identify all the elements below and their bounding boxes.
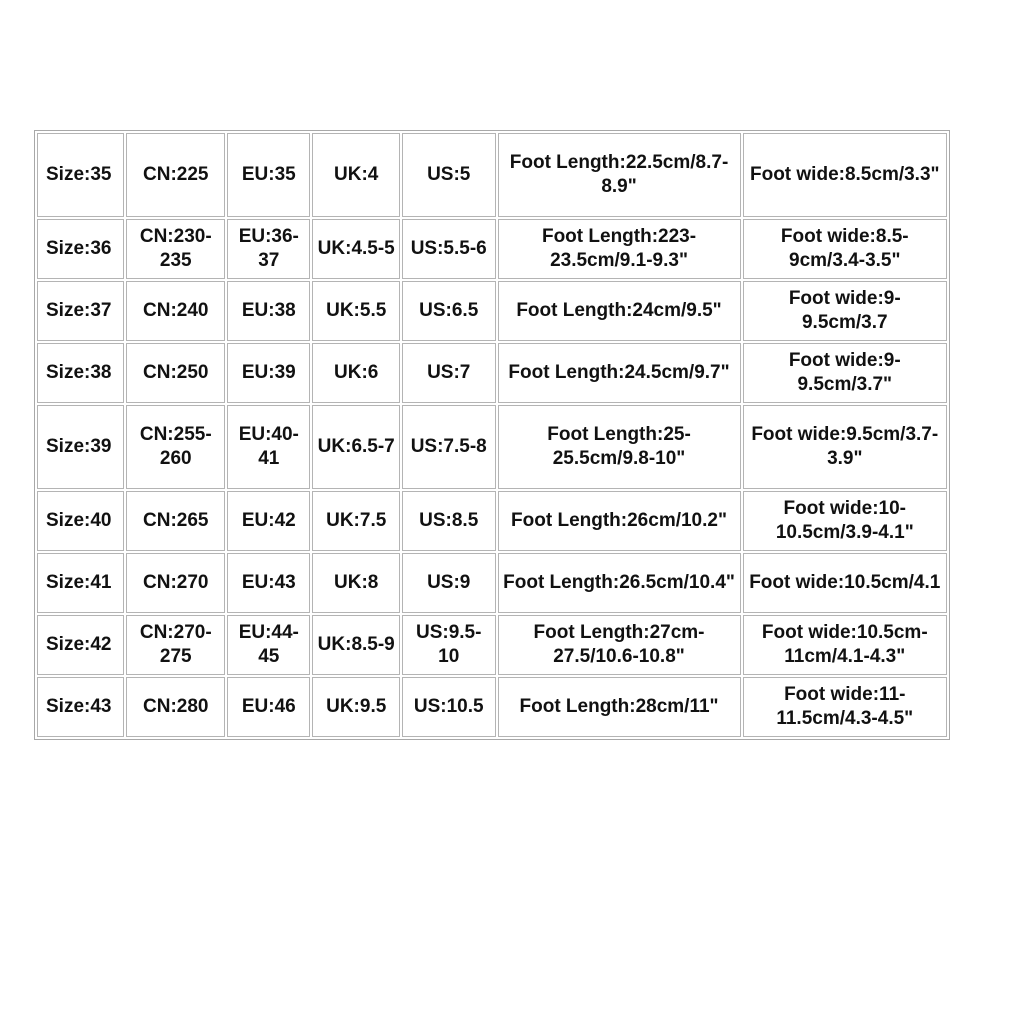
eu-cell: EU:35 — [227, 133, 310, 217]
uk-cell: UK:4 — [312, 133, 399, 217]
us-cell: US:8.5 — [402, 491, 496, 551]
foot-length-cell: Foot Length:22.5cm/8.7-8.9" — [498, 133, 741, 217]
size-chart-body — [37, 133, 947, 737]
size-cell: Size:35 — [37, 133, 124, 217]
size-cell: Size:38 — [37, 343, 124, 403]
foot-wide-cell: Foot wide:10.5cm-11cm/4.1-4.3" — [743, 615, 947, 675]
size-cell: Size:40 — [37, 491, 124, 551]
table-row — [37, 677, 947, 737]
cn-cell: CN:230-235 — [126, 219, 225, 279]
uk-cell: UK:5.5 — [312, 281, 399, 341]
cn-cell: CN:265 — [126, 491, 225, 551]
uk-cell: UK:6.5-7 — [312, 405, 399, 489]
cn-cell: CN:255-260 — [126, 405, 225, 489]
size-cell: Size:39 — [37, 405, 124, 489]
foot-wide-cell: Foot wide:10-10.5cm/3.9-4.1" — [743, 491, 947, 551]
foot-length-cell: Foot Length:26.5cm/10.4" — [498, 553, 741, 613]
size-cell: Size:37 — [37, 281, 124, 341]
uk-cell: UK:8 — [312, 553, 399, 613]
table-row — [37, 491, 947, 551]
foot-length-cell: Foot Length:28cm/11" — [498, 677, 741, 737]
table-row — [37, 281, 947, 341]
us-cell: US:7 — [402, 343, 496, 403]
size-cell: Size:36 — [37, 219, 124, 279]
us-cell: US:10.5 — [402, 677, 496, 737]
foot-wide-cell: Foot wide:8.5-9cm/3.4-3.5" — [743, 219, 947, 279]
us-cell: US:5.5-6 — [402, 219, 496, 279]
foot-length-cell: Foot Length:25-25.5cm/9.8-10" — [498, 405, 741, 489]
cn-cell: CN:270 — [126, 553, 225, 613]
eu-cell: EU:40-41 — [227, 405, 310, 489]
foot-wide-cell: Foot wide:10.5cm/4.1 — [743, 553, 947, 613]
uk-cell: UK:6 — [312, 343, 399, 403]
size-chart — [34, 130, 950, 740]
eu-cell: EU:43 — [227, 553, 310, 613]
size-chart-table — [34, 130, 950, 740]
size-cell: Size:43 — [37, 677, 124, 737]
size-cell: Size:41 — [37, 553, 124, 613]
table-row — [37, 615, 947, 675]
uk-cell: UK:4.5-5 — [312, 219, 399, 279]
foot-wide-cell: Foot wide:9-9.5cm/3.7" — [743, 343, 947, 403]
size-cell: Size:42 — [37, 615, 124, 675]
cn-cell: CN:240 — [126, 281, 225, 341]
table-row — [37, 553, 947, 613]
uk-cell: UK:8.5-9 — [312, 615, 399, 675]
cn-cell: CN:225 — [126, 133, 225, 217]
foot-length-cell: Foot Length:24.5cm/9.7" — [498, 343, 741, 403]
foot-length-cell: Foot Length:26cm/10.2" — [498, 491, 741, 551]
eu-cell: EU:36-37 — [227, 219, 310, 279]
us-cell: US:9 — [402, 553, 496, 613]
table-row — [37, 405, 947, 489]
eu-cell: EU:42 — [227, 491, 310, 551]
cn-cell: CN:280 — [126, 677, 225, 737]
table-row — [37, 343, 947, 403]
table-row — [37, 219, 947, 279]
foot-wide-cell: Foot wide:9-9.5cm/3.7 — [743, 281, 947, 341]
table-row — [37, 133, 947, 217]
foot-length-cell: Foot Length:27cm-27.5/10.6-10.8" — [498, 615, 741, 675]
cn-cell: CN:250 — [126, 343, 225, 403]
foot-wide-cell: Foot wide:8.5cm/3.3" — [743, 133, 947, 217]
us-cell: US:5 — [402, 133, 496, 217]
eu-cell: EU:46 — [227, 677, 310, 737]
cn-cell: CN:270-275 — [126, 615, 225, 675]
us-cell: US:9.5-10 — [402, 615, 496, 675]
uk-cell: UK:7.5 — [312, 491, 399, 551]
uk-cell: UK:9.5 — [312, 677, 399, 737]
foot-wide-cell: Foot wide:11-11.5cm/4.3-4.5" — [743, 677, 947, 737]
foot-wide-cell: Foot wide:9.5cm/3.7-3.9" — [743, 405, 947, 489]
eu-cell: EU:44-45 — [227, 615, 310, 675]
eu-cell: EU:39 — [227, 343, 310, 403]
us-cell: US:6.5 — [402, 281, 496, 341]
eu-cell: EU:38 — [227, 281, 310, 341]
foot-length-cell: Foot Length:24cm/9.5" — [498, 281, 741, 341]
us-cell: US:7.5-8 — [402, 405, 496, 489]
foot-length-cell: Foot Length:223-23.5cm/9.1-9.3" — [498, 219, 741, 279]
